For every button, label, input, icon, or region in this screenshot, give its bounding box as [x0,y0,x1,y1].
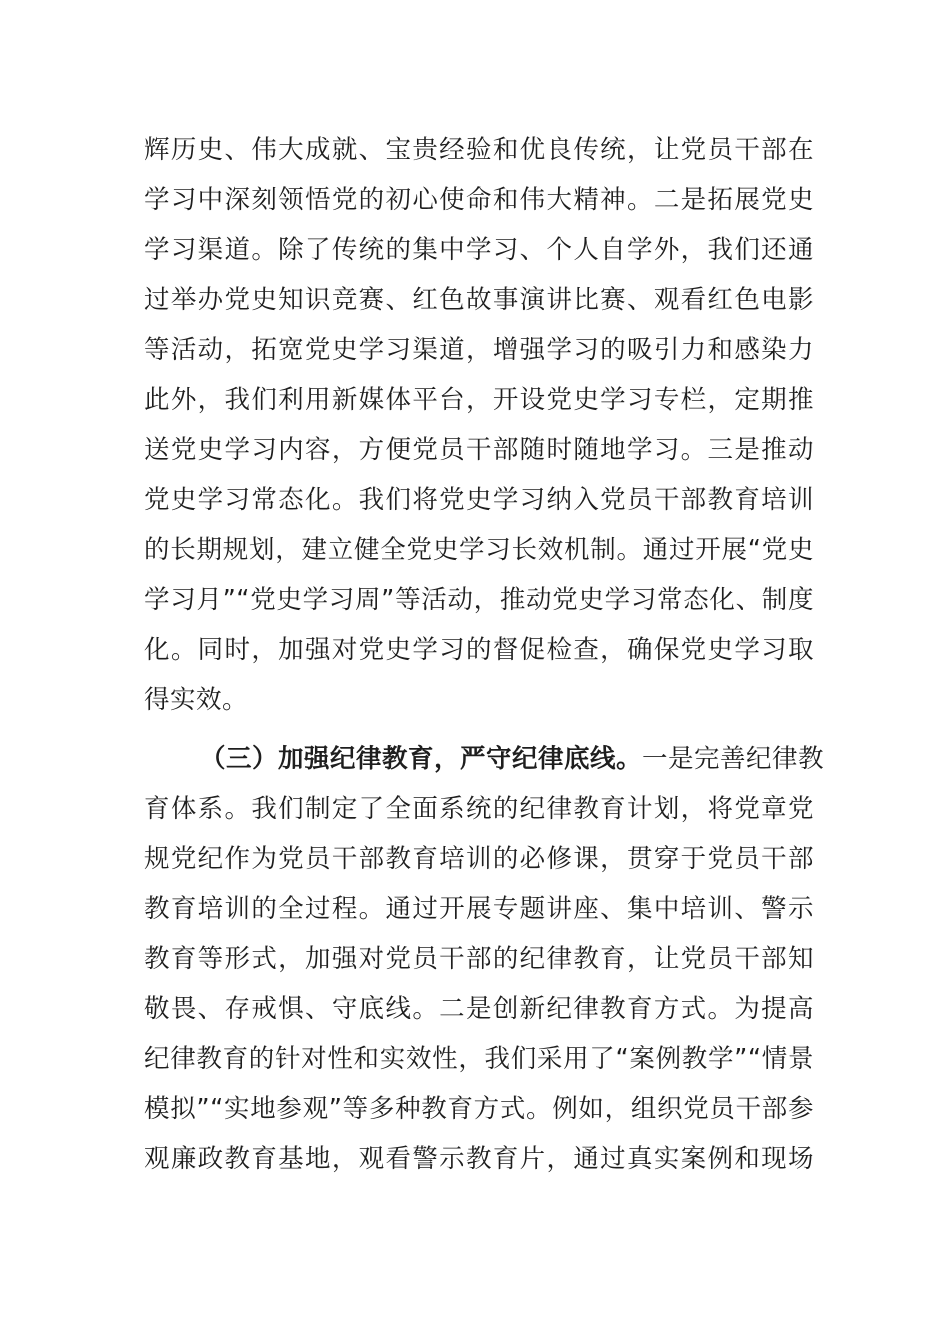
text-line: 学习中深刻领悟党的初心使命和伟大精神。二是拓展党史 [144,185,814,215]
text-line: 过举办党史知识竞赛、红色故事演讲比赛、观看红色电影 [144,285,814,315]
text-line: 党史学习常态化。我们将党史学习纳入党员干部教育培训 [144,485,814,515]
text-line: 此外，我们利用新媒体平台，开设党史学习专栏，定期推 [144,385,814,415]
text-line: 教育等形式，加强对党员干部的纪律教育，让党员干部知 [144,944,814,974]
text-line: 化。同时，加强对党史学习的督促检查，确保党史学习取 [144,635,814,665]
paragraph-discipline-education [144,734,825,1184]
text-line: 育体系。我们制定了全面系统的纪律教育计划，将党章党 [144,794,814,824]
paragraph-party-history [144,125,814,725]
text-line: 规党纪作为党员干部教育培训的必修课，贯穿于党员干部 [144,844,814,874]
text-line: 的长期规划，建立健全党史学习长效机制。通过开展“党史 [144,535,814,565]
text-line: 纪律教育的针对性和实效性，我们采用了“案例教学”“情景 [144,1044,814,1074]
text-line: 等活动，拓宽党史学习渠道，增强学习的吸引力和感染力 [144,335,814,365]
section-heading: （三）加强纪律教育，严守纪律底线。 [200,744,643,774]
text-line: 学习月”“党史学习周”等活动，推动党史学习常态化、制度 [144,585,814,615]
text-line: 观廉政教育基地，观看警示教育片，通过真实案例和现场 [144,1144,814,1174]
heading-line-text: 一是完善纪律教 [642,744,825,774]
text-line: 学习渠道。除了传统的集中学习、个人自学外，我们还通 [144,235,814,265]
text-line: 敬畏、存戒惧、守底线。二是创新纪律教育方式。为提高 [144,994,814,1024]
text-line: 送党史学习内容，方便党员干部随时随地学习。三是推动 [144,435,814,465]
text-line: 辉历史、伟大成就、宝贵经验和优良传统，让党员干部在 [144,135,814,165]
text-line: 教育培训的全过程。通过开展专题讲座、集中培训、警示 [144,894,814,924]
section-heading-line [144,734,825,784]
text-line: 模拟”“实地参观”等多种教育方式。例如，组织党员干部参 [144,1094,814,1124]
text-line: 得实效。 [144,685,249,715]
